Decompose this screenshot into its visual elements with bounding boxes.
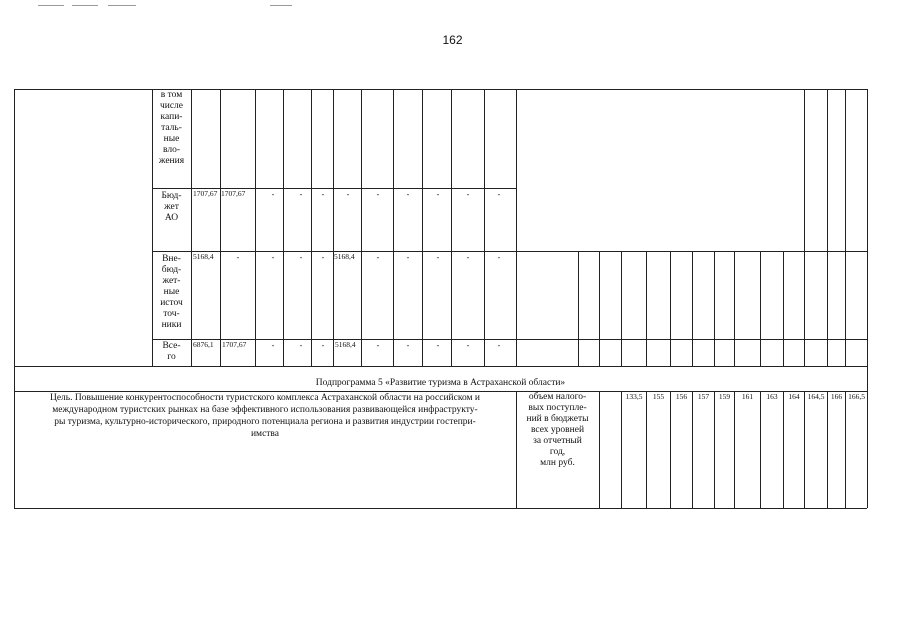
indicator-value: 156: [675, 392, 688, 401]
offbudget-value: -: [466, 253, 470, 262]
column-rule: [760, 251, 761, 366]
budget-value: 1707,67: [221, 189, 246, 198]
column-rule: [783, 251, 784, 366]
column-rule: [393, 89, 394, 366]
row-label-offbudget: Вне- бюд- жет- ные источ точ- ники: [160, 254, 183, 330]
column-rule: [827, 391, 828, 508]
column-rule: [646, 391, 647, 508]
total-value: -: [406, 341, 410, 350]
budget-value: 1707,67: [193, 189, 218, 198]
offbudget-value: 5168,4: [334, 252, 355, 261]
column-rule: [578, 251, 579, 366]
table-right-border: [867, 89, 868, 508]
column-rule: [734, 251, 735, 366]
row-label-capital: в том числе капи- таль- ные вло- жения: [158, 90, 185, 166]
total-value: -: [376, 341, 380, 350]
column-rule: [734, 391, 735, 508]
column-rule: [283, 89, 284, 366]
indicator-value: 161: [741, 392, 754, 401]
budget-value: -: [466, 190, 470, 199]
column-rule: [804, 89, 805, 366]
indicator-value: 157: [697, 392, 710, 401]
column-rule: [451, 89, 452, 366]
column-rule: [670, 391, 671, 508]
indicator-label: объем налого- вых поступле- ний в бюджеты всех уровней за отчетный год, млн руб.: [526, 392, 589, 468]
indicator-value: 163: [766, 392, 778, 401]
column-rule: [621, 391, 622, 508]
column-rule: [845, 391, 846, 508]
column-rule: [714, 251, 715, 366]
offbudget-value: -: [236, 253, 240, 262]
indicator-value: 164,5: [807, 392, 825, 401]
column-rule: [516, 89, 517, 366]
row-label-budget: Бюд- жет АО: [161, 191, 182, 223]
offbudget-value: -: [376, 253, 380, 262]
column-rule: [714, 391, 715, 508]
column-rule: [845, 89, 846, 366]
total-value: -: [466, 341, 470, 350]
offbudget-value: 5168,4: [193, 252, 214, 261]
total-value: -: [271, 341, 275, 350]
column-rule: [361, 89, 362, 366]
column-rule: [311, 89, 312, 366]
column-rule: [621, 251, 622, 366]
total-value: -: [321, 341, 325, 350]
budget-value: -: [376, 190, 380, 199]
column-rule: [422, 89, 423, 366]
column-rule: [783, 391, 784, 508]
column-rule: [220, 89, 221, 366]
indicator-value: 166,5: [848, 392, 865, 401]
column-rule: [484, 89, 485, 366]
offbudget-value: -: [436, 253, 440, 262]
budget-value: -: [406, 190, 410, 199]
row-rule: [14, 366, 867, 367]
goal-text: Цель. Повышение конкурентоспособности туристского комплекса Астраханской области на российском и международном туристских рынках на базе эффективного использования развивающейся инфраструкту- ры туризма, культурно-исторического, природного потенциала региона и развития индустрии гостепри- имства: [49, 393, 481, 439]
column-rule: [255, 89, 256, 366]
column-rule: [599, 391, 600, 508]
total-value: 6876,1: [193, 340, 214, 349]
column-rule: [760, 391, 761, 508]
scan-artifact: [270, 5, 292, 6]
total-value: 1707,67: [222, 340, 247, 349]
scan-artifact: [72, 5, 98, 6]
indicator-value: 155: [652, 392, 665, 401]
offbudget-value: -: [321, 253, 325, 262]
column-rule: [827, 89, 828, 366]
budget-value: -: [497, 190, 501, 199]
column-rule: [646, 251, 647, 366]
budget-value: -: [299, 190, 303, 199]
subprogram-title: Подпрограмма 5 «Развитие туризма в Астраханской области»: [315, 378, 566, 388]
column-rule: [692, 251, 693, 366]
total-value: -: [497, 341, 501, 350]
total-value: -: [299, 341, 303, 350]
indicator-value: 133,5: [625, 392, 643, 401]
column-rule: [599, 251, 600, 366]
total-value: 5168,4: [335, 340, 356, 349]
scan-artifact: [38, 5, 64, 6]
row-label-total: Все- го: [162, 341, 181, 362]
table-bottom-border: [14, 508, 867, 509]
offbudget-value: -: [299, 253, 303, 262]
table-left-border: [14, 89, 15, 508]
offbudget-value: -: [271, 253, 275, 262]
budget-value: -: [271, 190, 275, 199]
indicator-value: 166: [830, 392, 843, 401]
column-rule: [692, 391, 693, 508]
budget-value: -: [321, 190, 325, 199]
column-rule: [804, 391, 805, 508]
table-top-border: [14, 89, 867, 90]
indicator-value: 164: [788, 392, 800, 401]
column-rule: [191, 89, 192, 366]
scan-artifact: [108, 5, 136, 6]
offbudget-value: -: [497, 253, 501, 262]
budget-value: -: [436, 190, 440, 199]
indicator-value: 159: [718, 392, 731, 401]
budget-value: -: [346, 190, 350, 199]
offbudget-value: -: [406, 253, 410, 262]
column-rule: [333, 89, 334, 366]
total-value: -: [436, 341, 440, 350]
column-rule: [670, 251, 671, 366]
page-number: 162: [442, 33, 463, 47]
